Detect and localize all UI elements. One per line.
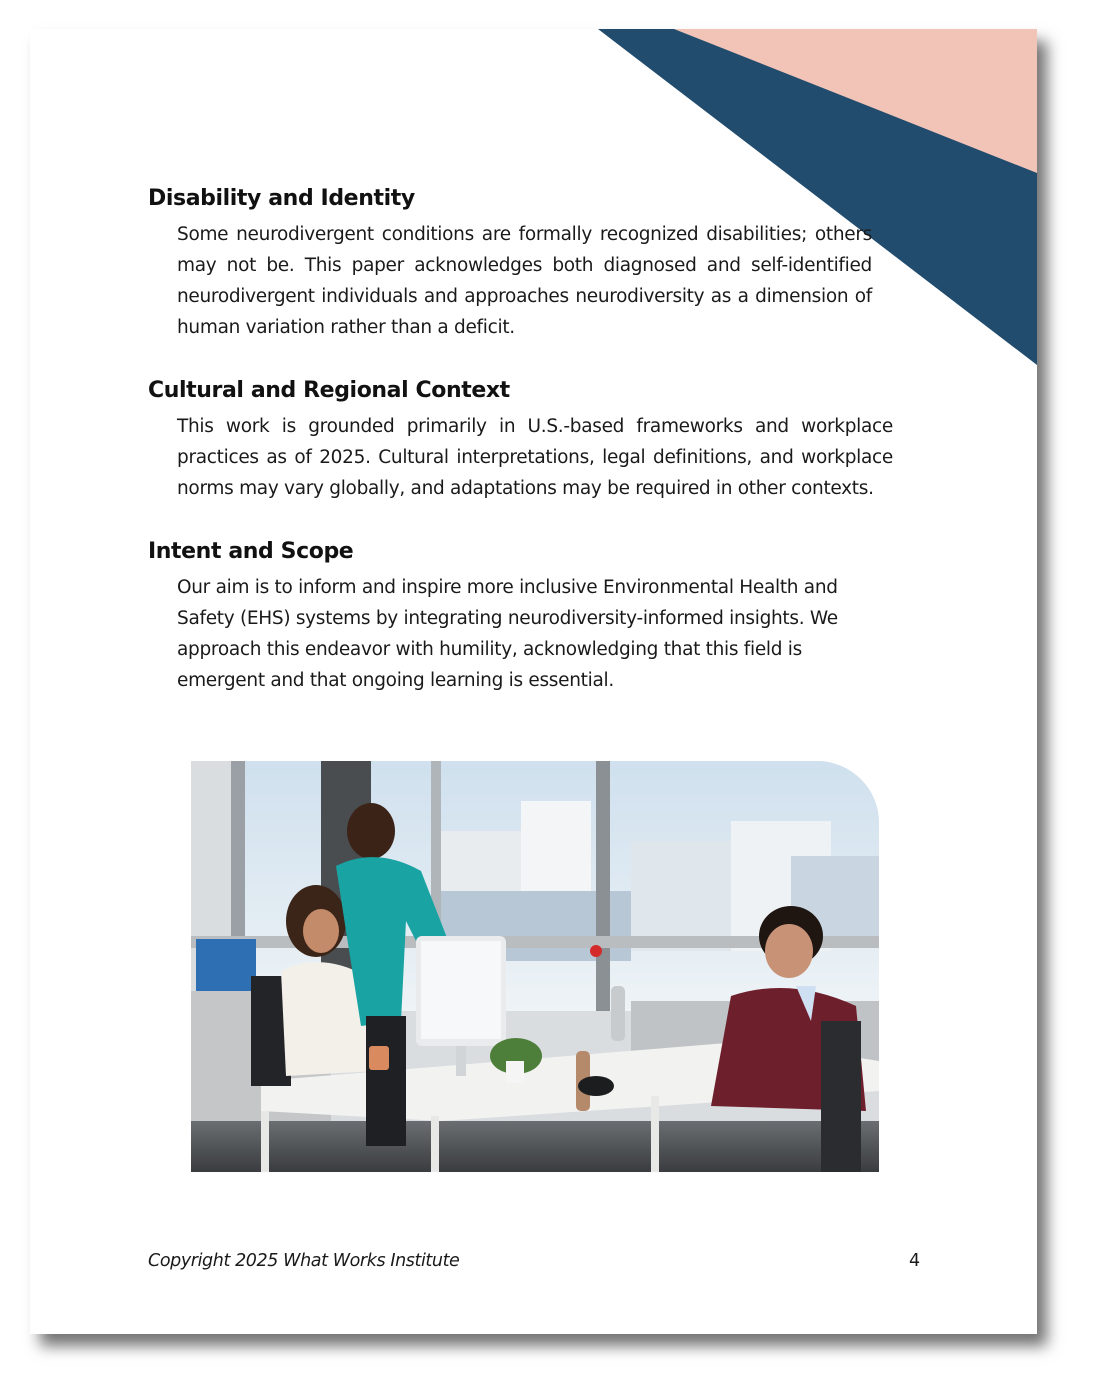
section-body: Our aim is to inform and inspire more inclusive Environmental Health and Safety (EHS) systems by integrating neurodiversity-informed insights. We approach this endeavor with humility, acknowledging that this field is emergent and that ongoing learning is essential. (177, 577, 838, 691)
section-heading: Disability and Identity (148, 186, 415, 211)
page-number: 4 (909, 1251, 921, 1271)
section-disability-identity (148, 185, 893, 343)
section-body: Some neurodivergent conditions are formally recognized disabilities; others may not be. This paper acknowledges both diagnosed and self-identified neurodivergent individuals and approaches neurodiversity as a dimension of human variation rather than a deficit. (177, 224, 872, 338)
office-photo-illustration (191, 761, 879, 1172)
footer-copyright: Copyright 2025 What Works Institute (148, 1251, 460, 1271)
section-intent-scope (148, 538, 893, 696)
section-heading: Cultural and Regional Context (148, 378, 510, 403)
section-body: This work is grounded primarily in U.S.-based frameworks and workplace practices as of 2025. Cultural interpretations, legal definitions, and workplace norms may vary globally, and adaptations may be required in other contexts. (177, 416, 893, 499)
document-page (30, 29, 1037, 1334)
section-heading: Intent and Scope (148, 539, 354, 564)
section-cultural-context (148, 377, 893, 504)
office-photo (191, 761, 879, 1172)
